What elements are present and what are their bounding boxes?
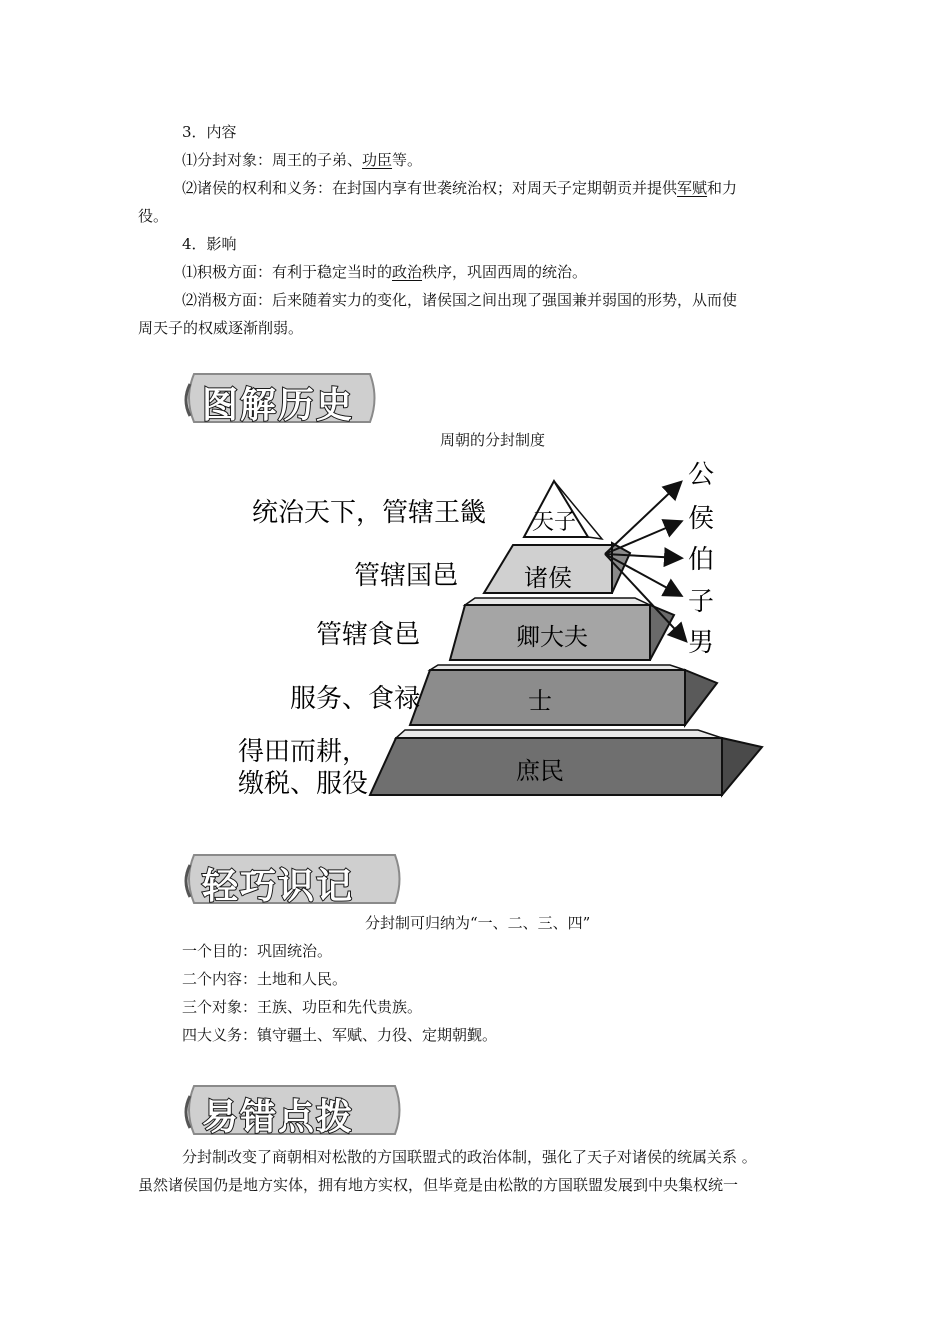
section-4-heading: 4．影响: [182, 235, 237, 253]
duty-label-shumin-line1: 得田而耕，: [238, 737, 369, 767]
mistake-section-banner: [180, 1082, 405, 1138]
level-label-tianzi: 天子: [531, 510, 577, 535]
rank-label-nan: 男: [688, 628, 715, 658]
text: 等。: [392, 151, 423, 169]
memory-item-3: 三个对象：王族、功臣和先代贵族。: [182, 998, 423, 1016]
text: 和力: [707, 179, 738, 197]
rank-label-hou: 侯: [688, 504, 715, 534]
banner-title: 图解历史: [202, 385, 355, 426]
mistake-paragraph-line-2: 虽然诸侯国仍是地方实体，拥有地方实权，但毕竟是由松散的方国联盟发展到中央集权统一: [138, 1176, 739, 1194]
section-3-item-2: [182, 177, 737, 199]
memory-summary-title: 分封制可归纳为“一、二、三、四”: [365, 914, 591, 932]
level-label-qingdafu: 卿大夫: [516, 623, 588, 651]
rank-label-zi: 子: [688, 587, 715, 617]
arrow-to-gong: [605, 483, 680, 554]
section-4-item-2: ⑵消极方面：后来随着实力的变化，诸侯国之间出现了强国兼并弱国的形势，从而使: [182, 291, 738, 309]
fengjian-pyramid-diagram: [230, 455, 770, 800]
diagram-caption: 周朝的分封制度: [440, 431, 546, 449]
memory-item-2: 二个内容：土地和人民。: [182, 970, 348, 988]
text: ⑴积极方面：有利于稳定当时的: [182, 263, 393, 281]
underlined-keyword: 功臣: [362, 151, 393, 169]
duty-label-shi: 服务、食禄: [290, 684, 421, 714]
section-3-item-1: [182, 149, 422, 171]
mistake-paragraph-line-1: 分封制改变了商朝相对松散的方国联盟式的政治体制，强化了天子对诸侯的统属关系 。: [182, 1148, 757, 1166]
duty-label-qingdafu: 管辖食邑: [316, 620, 421, 650]
text: ⑵诸侯的权利和义务：在封国内享有世袭统治权；对周天子定期朝贡并提供: [182, 179, 678, 197]
level-label-shi: 士: [528, 687, 552, 715]
section-3-item-2-cont: 役。: [138, 207, 169, 225]
diagram-section-banner: [180, 370, 380, 426]
text: ⑴分封对象：周王的子弟、: [182, 151, 363, 169]
duty-label-shumin-line2: 缴税、服役: [238, 769, 369, 799]
pyramid-level-5-side: [722, 738, 762, 795]
memory-item-4: 四大义务：镇守疆土、军赋、力役、定期朝觐。: [182, 1026, 498, 1044]
pyramid-separator-4: [396, 730, 722, 738]
section-4-item-2-cont: 周天子的权威逐渐削弱。: [138, 319, 304, 337]
section-3-heading: 3．内容: [182, 123, 237, 141]
banner-title: 易错点拨: [202, 1097, 355, 1138]
underlined-keyword: 军赋: [677, 179, 708, 197]
pyramid-level-4-side: [685, 670, 717, 725]
pyramid-separator-2: [465, 598, 650, 605]
memory-item-1: 一个目的：巩固统治。: [182, 942, 333, 960]
duty-label-tianzi: 统治天下，管辖王畿: [252, 498, 487, 528]
level-label-shumin: 庶民: [516, 757, 564, 785]
arrow-to-hou: [605, 522, 680, 554]
rank-label-gong: 公: [688, 460, 715, 490]
level-label-zhuhou: 诸侯: [524, 564, 572, 592]
rank-label-bo: 伯: [688, 545, 715, 575]
duty-label-zhuhou: 管辖国邑: [354, 561, 459, 591]
pyramid-level-3-side: [650, 605, 674, 660]
underlined-keyword: 政治: [392, 263, 423, 281]
text: 秩序，巩固西周的统治。: [422, 263, 588, 281]
section-4-item-1: [182, 261, 587, 283]
banner-title: 轻巧识记: [202, 866, 355, 907]
memory-section-banner: [180, 851, 405, 907]
